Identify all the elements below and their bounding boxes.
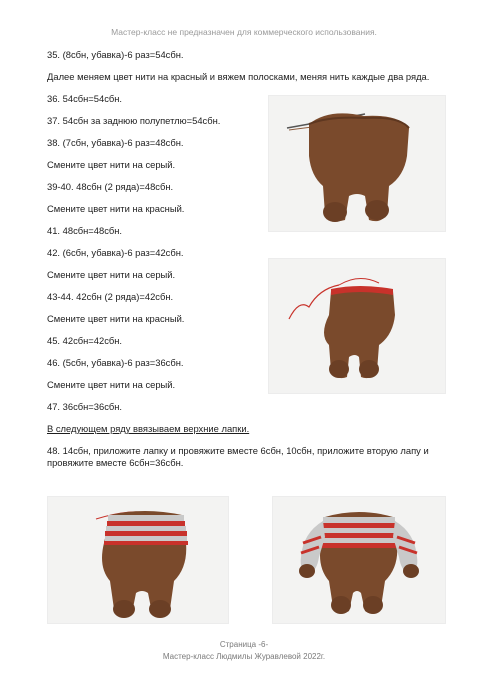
watermark-text: Мастер-класс не предназначен для коммерческого использования. <box>111 27 377 37</box>
section-heading: В следующем ряду ввязываем верхние лапки. <box>47 423 250 434</box>
photo-body-with-arms <box>272 496 446 624</box>
instruction-line: 35. (8сбн, убавка)-6 раз=54сбн. <box>47 49 184 60</box>
photo-body-red-stripe <box>268 258 446 394</box>
instruction-line: 46. (5сбн, убавка)-6 раз=36сбн. <box>47 357 184 368</box>
instruction-line: 39-40. 48сбн (2 ряда)=48сбн. <box>47 181 174 192</box>
photo-body-brown <box>268 95 446 232</box>
photo-striped-body <box>47 496 229 624</box>
instruction-line: 38. (7сбн, убавка)-6 раз=48сбн. <box>47 137 184 148</box>
instruction-line: 37. 54сбн за заднюю полупетлю=54сбн. <box>47 115 221 126</box>
instruction-line: Смените цвет нити на красный. <box>47 203 185 214</box>
page-number: Страница -6- <box>219 640 269 649</box>
instruction-line: Смените цвет нити на серый. <box>47 269 176 280</box>
instruction-line: 42. (6сбн, убавка)-6 раз=42сбн. <box>47 247 184 258</box>
instruction-line: 41. 48сбн=48сбн. <box>47 225 123 236</box>
footer-author: Мастер-класс Людмилы Журавлевой 2022г. <box>162 652 326 661</box>
instruction-line: Смените цвет нити на серый. <box>47 159 176 170</box>
instruction-line: 36. 54сбн=54сбн. <box>47 93 123 104</box>
instruction-paragraph: 48. 14сбн, приложите лапку и провяжите вместе 6сбн, 10сбн, приложите вторую лапу и провяжите вместе 6сбн=36сбн. <box>47 445 429 468</box>
instruction-line: Смените цвет нити на красный. <box>47 313 185 324</box>
instruction-line: 47. 36сбн=36сбн. <box>47 401 123 412</box>
instruction-line: 45. 42сбн=42сбн. <box>47 335 123 346</box>
instruction-line: Далее меняем цвет нити на красный и вяжем полосками, меняя нить каждые два ряда. <box>47 71 430 82</box>
instruction-line: 43-44. 42сбн (2 ряда)=42сбн. <box>47 291 174 302</box>
instruction-line: Смените цвет нити на серый. <box>47 379 176 390</box>
